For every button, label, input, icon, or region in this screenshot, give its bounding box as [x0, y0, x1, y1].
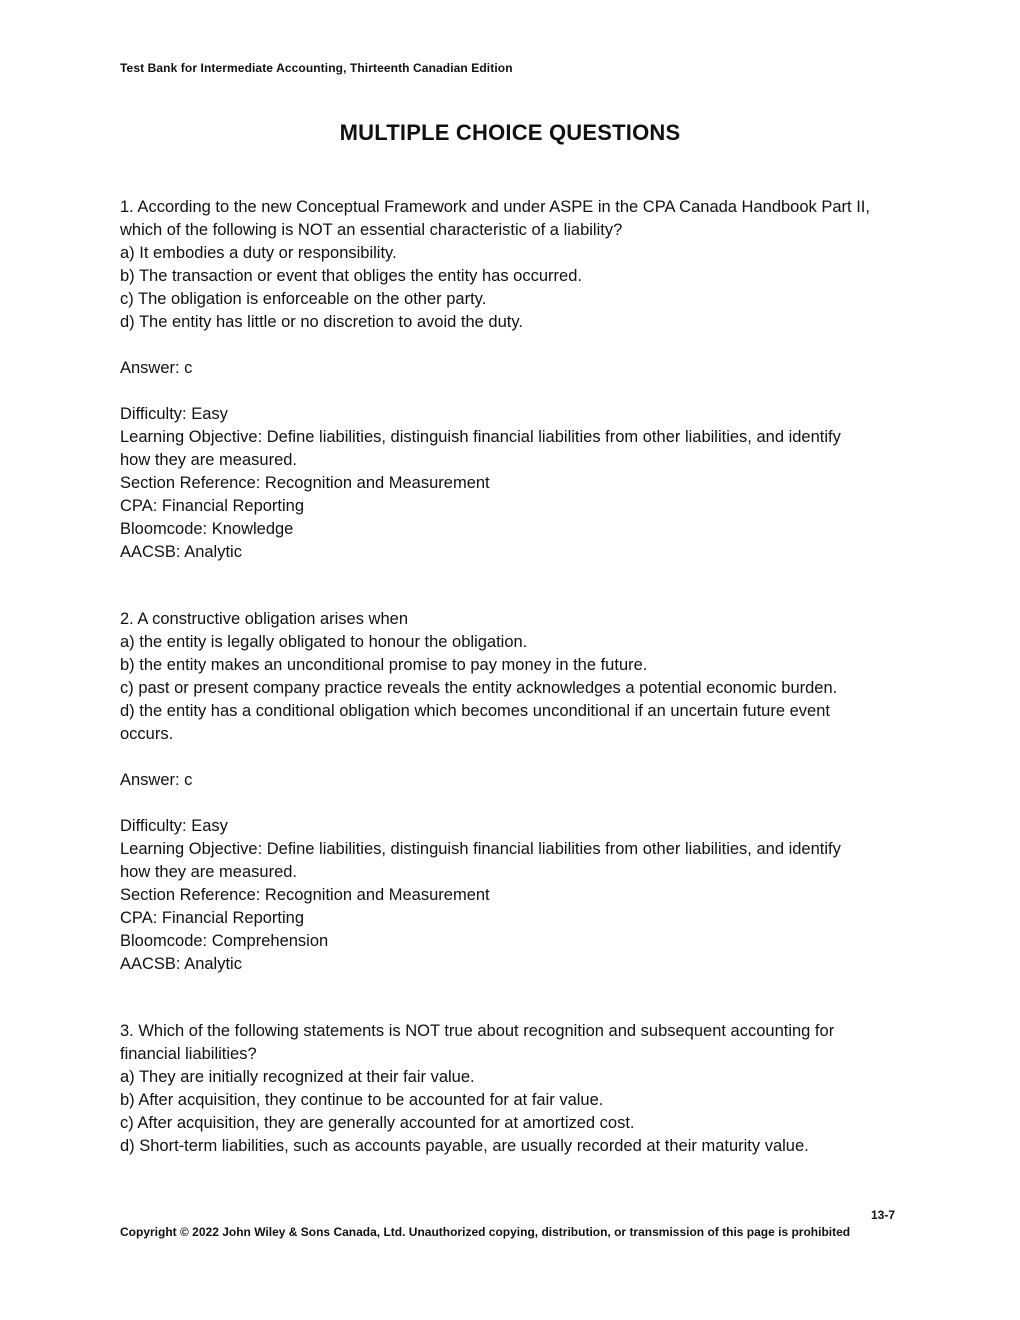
cpa: CPA: Financial Reporting [120, 497, 305, 515]
answer: Answer: c [120, 771, 193, 789]
option-d: d) The entity has little or no discretion to avoid the duty. [120, 313, 523, 331]
option-c: c) past or present company practice reveals the entity acknowledges a potential economic burden. [120, 679, 838, 697]
question-3 [120, 1020, 900, 1158]
learning-objective: Learning Objective: Define liabilities, distinguish financial liabilities from other liabilities, and identify [120, 840, 841, 858]
difficulty: Difficulty: Easy [120, 817, 228, 835]
answer: Answer: c [120, 359, 193, 377]
section-reference: Section Reference: Recognition and Measurement [120, 886, 490, 904]
option-c: c) After acquisition, they are generally accounted for at amortized cost. [120, 1114, 635, 1132]
question-1 [120, 196, 900, 564]
option-b: b) the entity makes an unconditional promise to pay money in the future. [120, 656, 648, 674]
cpa: CPA: Financial Reporting [120, 909, 305, 927]
option-d: d) Short-term liabilities, such as accounts payable, are usually recorded at their maturity value. [120, 1137, 809, 1155]
question-2 [120, 608, 900, 976]
question-stem-line: which of the following is NOT an essential characteristic of a liability? [120, 221, 623, 239]
learning-objective: Learning Objective: Define liabilities, distinguish financial liabilities from other liabilities, and identify [120, 428, 841, 446]
aacsb: AACSB: Analytic [120, 955, 242, 973]
option-d-cont: occurs. [120, 725, 174, 743]
section-reference: Section Reference: Recognition and Measurement [120, 474, 490, 492]
copyright-footer: Copyright © 2022 John Wiley & Sons Canada, Ltd. Unauthorized copying, distribution, or transmission of this page is prohibited [120, 1225, 851, 1239]
page-number: 13-7 [870, 1208, 895, 1222]
option-b: b) After acquisition, they continue to be accounted for at fair value. [120, 1091, 604, 1109]
page-title: MULTIPLE CHOICE QUESTIONS [339, 120, 681, 145]
option-d: d) the entity has a conditional obligation which becomes unconditional if an uncertain future event [120, 702, 830, 720]
bloomcode: Bloomcode: Knowledge [120, 520, 294, 538]
option-c: c) The obligation is enforceable on the other party. [120, 290, 487, 308]
running-header: Test Bank for Intermediate Accounting, Thirteenth Canadian Edition [120, 61, 513, 75]
questions-content [120, 196, 900, 1158]
option-b: b) The transaction or event that obliges the entity has occurred. [120, 267, 582, 285]
bloomcode: Bloomcode: Comprehension [120, 932, 329, 950]
difficulty: Difficulty: Easy [120, 405, 228, 423]
option-a: a) It embodies a duty or responsibility. [120, 244, 397, 262]
learning-objective-cont: how they are measured. [120, 451, 298, 469]
aacsb: AACSB: Analytic [120, 543, 242, 561]
question-stem-line: 2. A constructive obligation arises when [120, 610, 409, 628]
option-a: a) They are initially recognized at their fair value. [120, 1068, 475, 1086]
question-stem-line: financial liabilities? [120, 1045, 257, 1063]
learning-objective-cont: how they are measured. [120, 863, 298, 881]
question-stem-line: 3. Which of the following statements is NOT true about recognition and subsequent accounting for [120, 1022, 835, 1040]
question-stem-line: 1. According to the new Conceptual Framework and under ASPE in the CPA Canada Handbook Part II, [120, 198, 870, 216]
option-a: a) the entity is legally obligated to honour the obligation. [120, 633, 528, 651]
